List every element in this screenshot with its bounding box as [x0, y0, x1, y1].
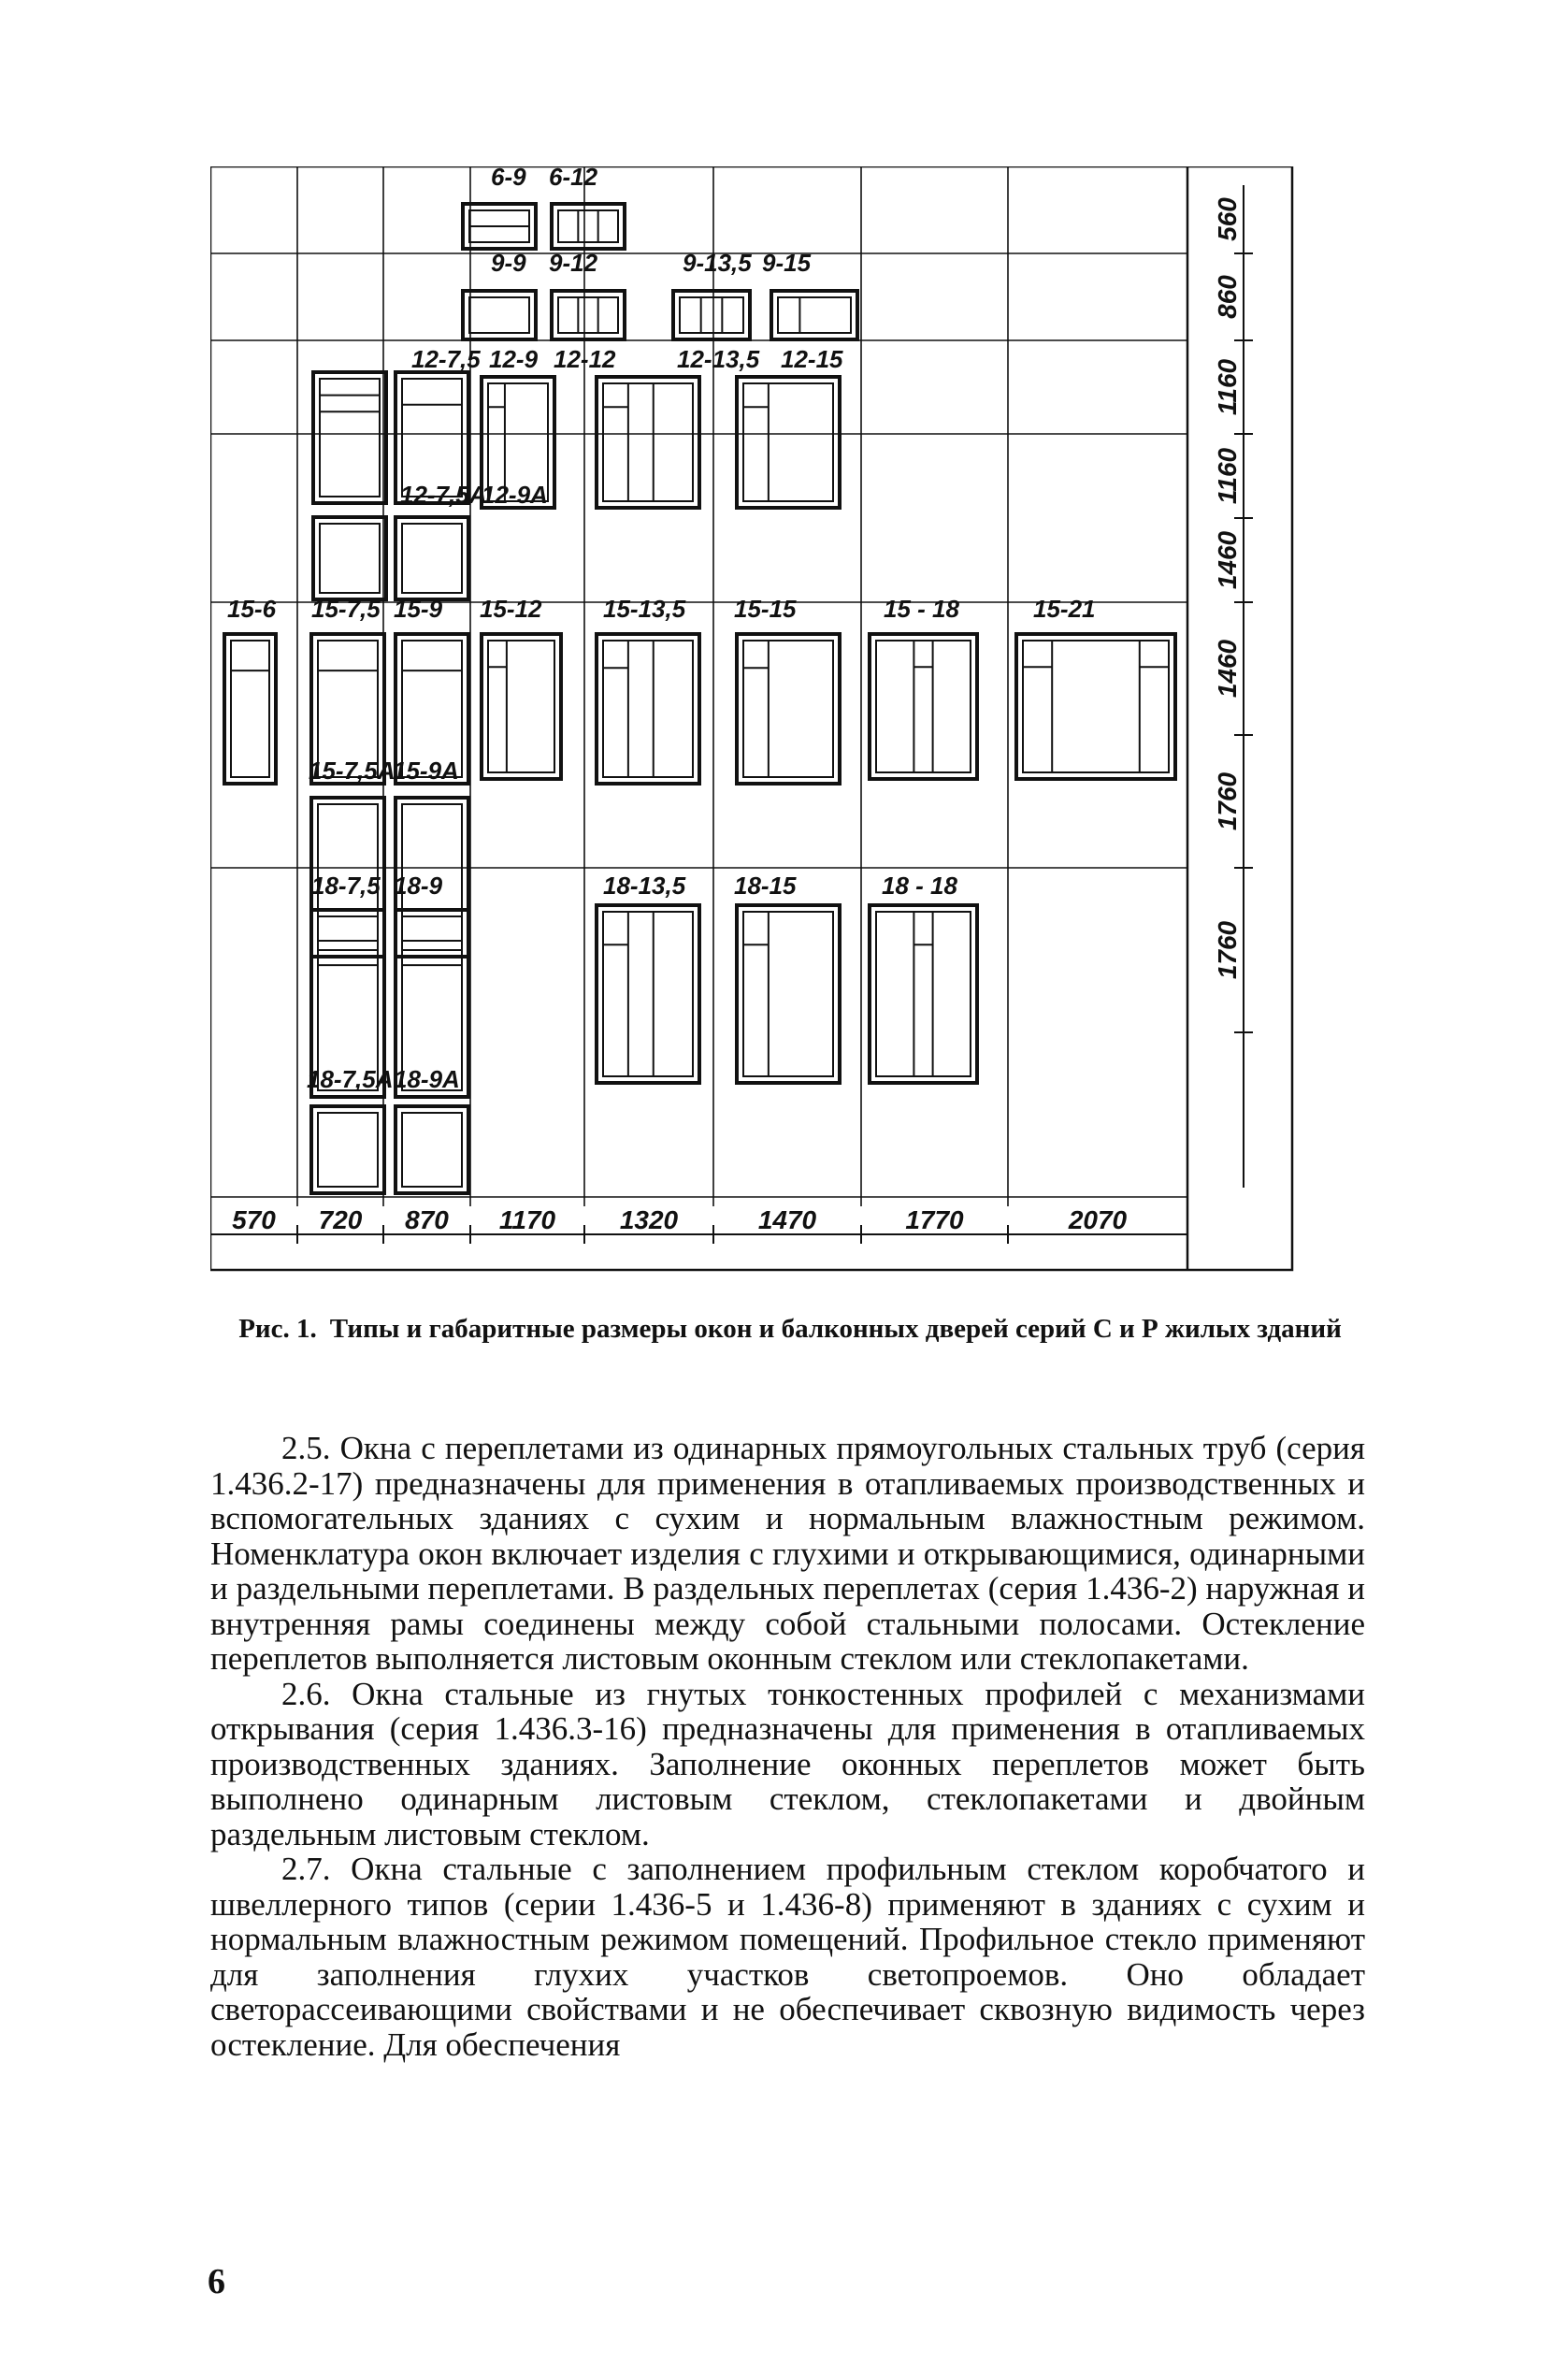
paragraph-2-6: 2.6. Окна стальные из гнутых тонкостенных профилей с механизмами открывания (серия 1.436.3-16) предназначены для применения в отапливаемых производственных зданиях. Заполнение оконных переплетов может быть выполнено одинарным листовым стеклом, стеклопакетами и двойным раздельным листовым стеклом.: [210, 1675, 1365, 1852]
window-label: 15-15: [734, 595, 797, 623]
window-frame: [1016, 634, 1175, 779]
window-inner-frame: [402, 379, 462, 497]
window-label: 15-7,5: [311, 595, 381, 623]
window-frame: [597, 377, 699, 508]
bottom-dimension-label: 2070: [1068, 1205, 1128, 1234]
side-dimension-label: 1760: [1213, 771, 1242, 831]
caption-text: Типы и габаритные размеры окон и балконных дверей серий С и Р жилых зданий: [329, 1314, 1342, 1344]
window-label: 9-13,5: [683, 249, 752, 277]
window-inner-frame: [558, 210, 618, 242]
window-frame: [870, 905, 977, 1083]
window-label: 18-13,5: [603, 872, 686, 900]
window-label: 18-7,5: [311, 872, 381, 900]
window-label: 12-9A: [482, 481, 548, 509]
window-label: 15 - 18: [884, 595, 959, 623]
window-label: 15-21: [1033, 595, 1096, 623]
window-inner-frame: [402, 1113, 462, 1187]
side-dimension-label: 1460: [1213, 530, 1242, 590]
window-inner-frame: [603, 383, 693, 501]
window-inner-frame: [469, 297, 529, 333]
window-inner-frame: [743, 641, 833, 777]
window-inner-frame: [558, 297, 618, 333]
side-dimension-label: 560: [1213, 197, 1242, 241]
window-label: 12-15: [781, 345, 843, 373]
side-dimension-label: 1160: [1213, 447, 1242, 505]
bottom-dimension-label: 1470: [757, 1205, 817, 1234]
window-inner-frame: [680, 297, 743, 333]
window-label: 12-9: [489, 345, 539, 373]
window-label: 12-13,5: [677, 345, 760, 373]
window-inner-frame: [231, 641, 269, 777]
window-frame: [396, 1106, 468, 1193]
figure-caption: [196, 1314, 1384, 1344]
window-label: 18-15: [734, 872, 797, 900]
side-dimension-label: 1160: [1213, 358, 1242, 416]
window-label: 15-13,5: [603, 595, 686, 623]
window-label: 18 - 18: [882, 872, 957, 900]
window-inner-frame: [320, 379, 380, 497]
window-inner-frame: [603, 641, 693, 777]
bottom-dimension-label: 1320: [619, 1205, 679, 1234]
window-inner-frame: [778, 297, 851, 333]
window-label: 9-12: [549, 249, 598, 277]
window-frame: [737, 377, 840, 508]
window-label: 6-12: [549, 166, 598, 191]
paragraph-2-5: 2.5. Окна с переплетами из одинарных прямоугольных стальных труб (серия 1.436.2-17) предназначены для применения в отапливаемых производственных и вспомогательных зданиях с сухим и нормальным влажностным режимом. Номенклатура окон включает изделия с глухими и открывающимися, одинарными и раздельными переплетами. В раздельных переплетах (серия 1.436-2) наружная и внутренняя рамы соединены между собой стальными полосами. Остекление переплетов выполняется листовым оконным стеклом или стеклопакетами.: [210, 1430, 1365, 1677]
side-dimension-label: 860: [1213, 275, 1242, 319]
side-dimension-label: 1460: [1213, 639, 1242, 699]
window-frame: [870, 634, 977, 779]
window-frame: [313, 517, 386, 599]
window-label: 9-9: [491, 249, 526, 277]
window-types-figure: [210, 166, 1370, 1279]
caption-number: Рис. 1.: [238, 1314, 317, 1344]
window-label: 12-7,5A: [400, 481, 487, 509]
window-inner-frame: [488, 641, 554, 772]
window-frame: [482, 634, 561, 779]
window-frame: [597, 634, 699, 784]
window-frame: [224, 634, 276, 784]
window-inner-frame: [743, 383, 833, 501]
window-label: 15-9: [394, 595, 443, 623]
window-label: 6-9: [491, 166, 526, 191]
paragraph-2-7: 2.7. Окна стальные с заполнением профильным стеклом коробчатого и швеллерного типов (серии 1.436-5 и 1.436-8) применяют в зданиях с сухим и нормальным влажностным режимом помещений. Профильное стекло применяют для заполнения глухих участков светопроемов. Оно обладает светорассеивающими свойствами и не обеспечивает сквозную видимость через остекление. Для обеспечения: [210, 1851, 1365, 2063]
window-label: 12-12: [554, 345, 616, 373]
side-dimension-label: 1760: [1213, 920, 1242, 980]
window-frame: [396, 517, 468, 599]
window-label: 15-12: [480, 595, 542, 623]
bottom-dimension-label: 1170: [498, 1205, 556, 1234]
window-label: 18-7,5A: [307, 1065, 394, 1093]
window-frame: [597, 905, 699, 1083]
window-inner-frame: [320, 524, 380, 593]
page-number: 6: [208, 2262, 225, 2301]
window-label: 18-9: [394, 872, 443, 900]
window-label: 15-7,5A: [309, 757, 396, 785]
window-inner-frame: [402, 524, 462, 593]
window-inner-frame: [743, 912, 833, 1076]
window-inner-frame: [318, 1113, 378, 1187]
window-frame: [311, 1106, 384, 1193]
bottom-dimension-label: 870: [405, 1205, 449, 1234]
window-frame: [737, 634, 840, 784]
bottom-dimension-label: 720: [318, 1205, 363, 1234]
window-frame: [313, 372, 386, 503]
window-label: 9-15: [762, 249, 812, 277]
window-label: 15-6: [227, 595, 277, 623]
window-label: 15-9A: [393, 757, 459, 785]
window-inner-frame: [876, 912, 971, 1076]
window-inner-frame: [876, 641, 971, 772]
window-inner-frame: [603, 912, 693, 1076]
bottom-dimension-label: 1770: [905, 1205, 964, 1234]
body-text: [210, 1431, 1365, 2062]
window-inner-frame: [1023, 641, 1169, 772]
window-label: 12-7,5: [411, 345, 481, 373]
window-frame: [737, 905, 840, 1083]
window-label: 18-9A: [394, 1065, 460, 1093]
bottom-dimension-label: 570: [232, 1205, 276, 1234]
